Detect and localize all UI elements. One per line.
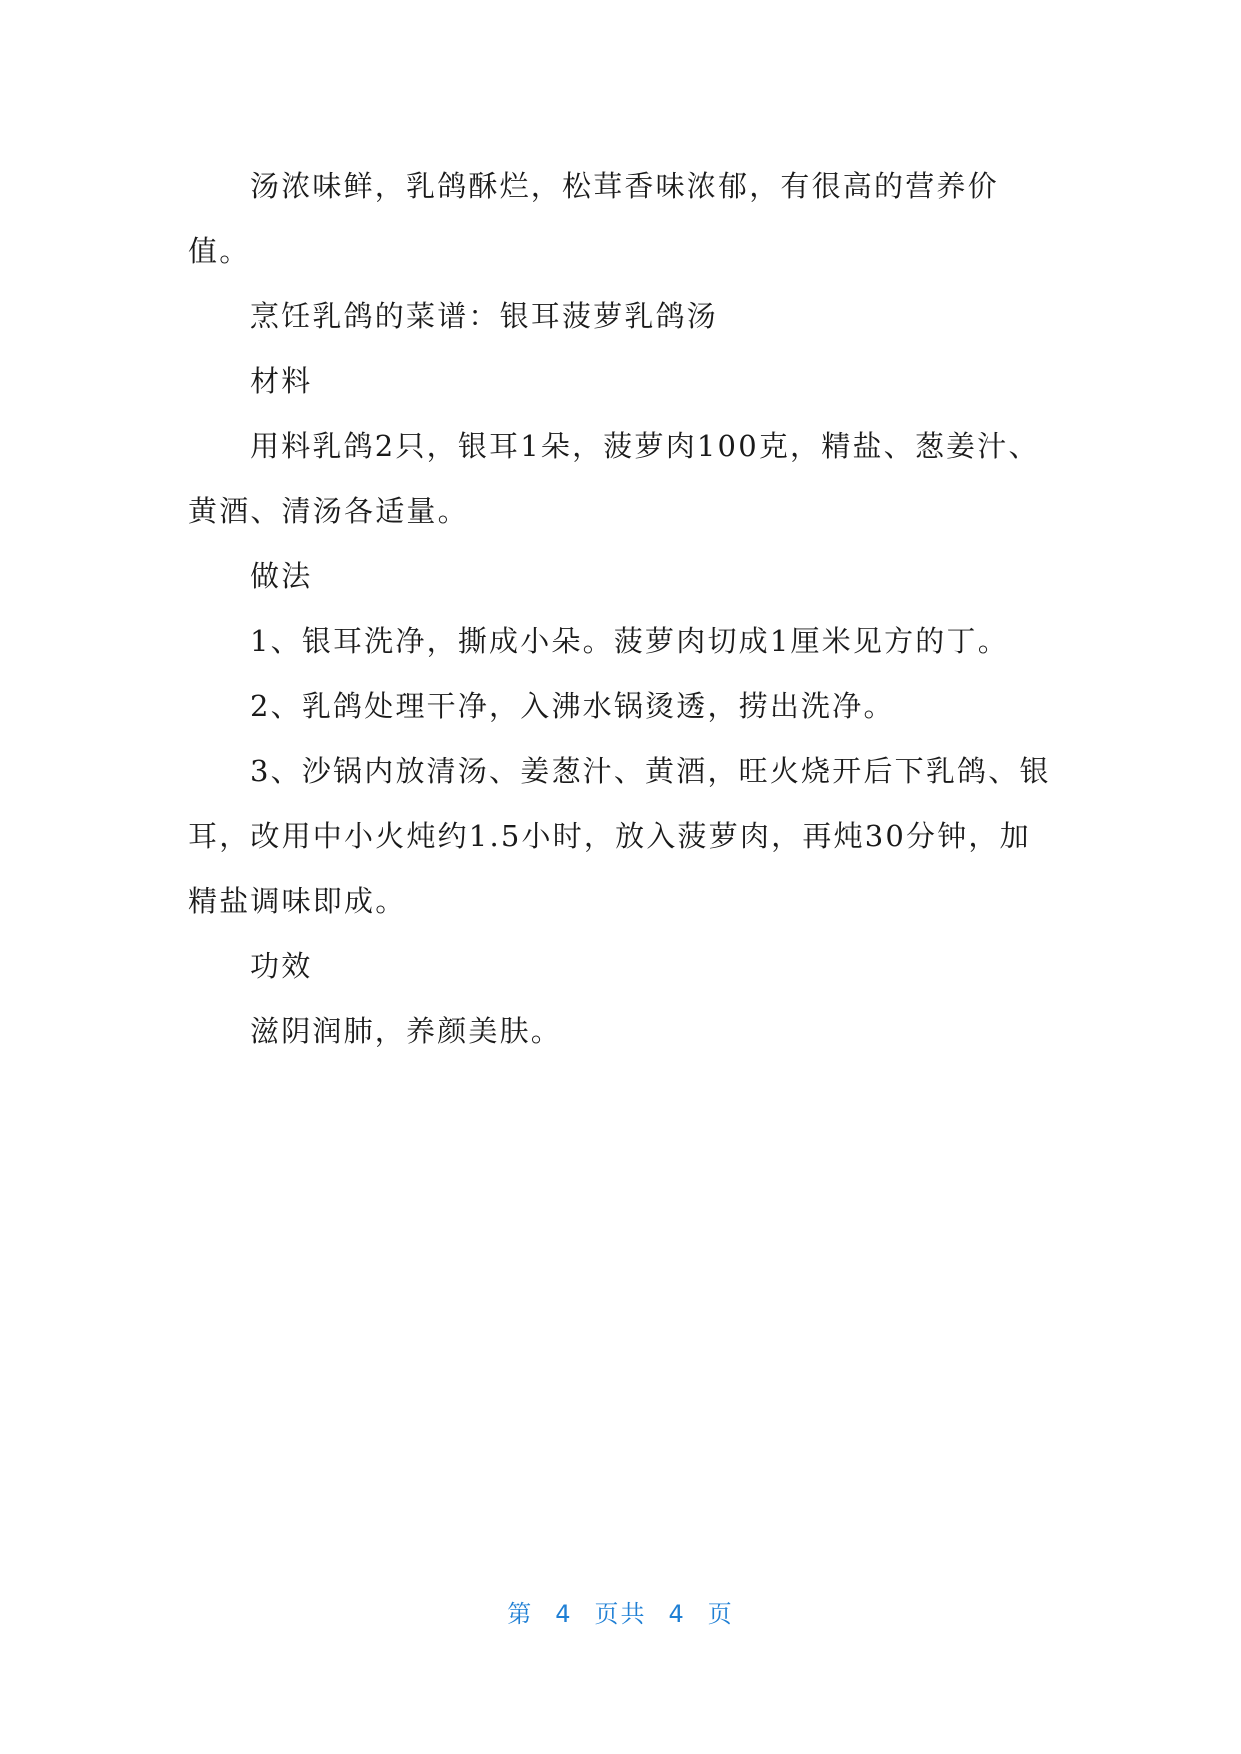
page-footer: [0, 1594, 1241, 1629]
step-3: 3、沙锅内放清汤、姜葱汁、黄酒，旺火烧开后下乳鸽、银耳，改用中小火炖约1.5小时，放入菠萝肉，再炖30分钟，加精盐调味即成。: [188, 754, 1051, 918]
footer-prefix: 第: [507, 1600, 534, 1628]
step-2: 2、乳鸽处理干净，入沸水锅烫透，捞出洗净。: [250, 689, 895, 723]
step-1: 1、银耳洗净，撕成小朵。菠萝肉切成1厘米见方的丁。: [250, 624, 1009, 658]
section-heading-effects: 功效: [250, 949, 313, 983]
document-body: [188, 154, 1054, 1064]
effects-paragraph: 滋阴润肺，养颜美肤。: [250, 1014, 563, 1048]
ingredients-paragraph: 用料乳鸽2只，银耳1朵，菠萝肉100克，精盐、葱姜汁、黄酒、清汤各适量。: [188, 429, 1040, 528]
paragraph-intro-summary: 汤浓味鲜，乳鸽酥烂，松茸香味浓郁，有很高的营养价值。: [188, 169, 999, 268]
footer-middle: 页共: [594, 1600, 647, 1628]
footer-total-pages: 4: [668, 1600, 686, 1628]
section-heading-materials: 材料: [250, 364, 313, 398]
section-heading-method: 做法: [250, 559, 313, 593]
footer-suffix: 页: [707, 1600, 734, 1628]
recipe-title: 烹饪乳鸽的菜谱：银耳菠萝乳鸽汤: [250, 299, 719, 333]
footer-current-page: 4: [555, 1600, 573, 1628]
